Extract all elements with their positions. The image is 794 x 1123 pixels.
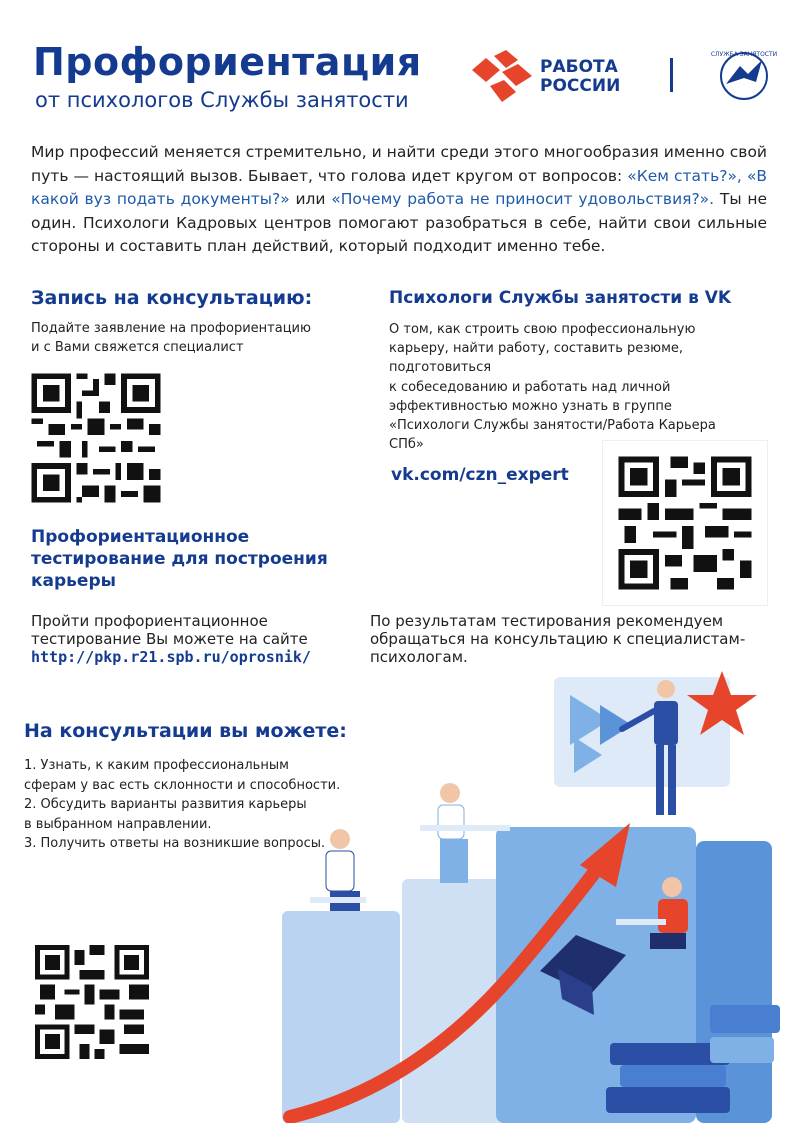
testing-right-text: По результатам тестирования рекомендуем обращаться на консультацию к специалистам- психологам.: [370, 612, 746, 666]
vk-text: О том, как строить свою профессиональную карьеру, найти работу, составить резюме, подготовиться к собеседованию и работать над личной эффективностью можно узнать в группе «Психологи Службы занятости/Работа Карьера СПб»: [389, 322, 716, 453]
rabota-rossii-logo-icon: [472, 50, 534, 106]
testing-url-link[interactable]: http://pkp.r21.spb.ru/oprosnik/: [31, 648, 311, 666]
list-item: 3. Получить ответы на возникшие вопросы.: [24, 836, 326, 851]
consult-heading: Запись на консультацию:: [31, 287, 313, 309]
bottom-qr-code[interactable]: [30, 940, 154, 1064]
page-subtitle: от психологов Службы занятости: [35, 88, 409, 112]
consult-qr-code[interactable]: [26, 368, 166, 508]
list-item: 1. Узнать, к каким профессиональным: [24, 758, 289, 773]
testing-left-text: Пройти профориентационное тестирование Вы можете на сайте http://pkp.r21.spb.ru/oprosnik/: [31, 612, 311, 666]
consult-text: Подайте заявление на профориентацию и с Вами свяжется специалист: [31, 321, 311, 355]
testing-heading: Профориентационное тестирование для построения карьеры: [31, 527, 328, 591]
page-title: Профориентация: [33, 40, 422, 84]
career-illustration: [270, 665, 794, 1123]
brand-name: РАБОТА РОССИИ: [540, 57, 621, 96]
list-item: сферам у вас есть склонности и способности.: [24, 777, 341, 793]
vk-heading: Психологи Службы занятости в VK: [389, 288, 732, 308]
svg-text:СЛУЖБА ЗАНЯТОСТИ: СЛУЖБА ЗАНЯТОСТИ: [710, 51, 778, 58]
brand-divider: [670, 58, 673, 92]
intro-paragraph: Мир профессий меняется стремительно, и найти среди этого многообразия именно свой путь — настоящий вызов. Бывает, что голова идет кругом от вопросов: «Кем стать?», «В какой вуз подать документы?» или «Почему работа не приносит удовольствия?». Ты не один. Психологи Кадровых центров помогают разобраться в себе, найти свои сильные стороны и составить план действий, который подходит именно тебе.: [31, 143, 768, 256]
list-item: в выбранном направлении.: [24, 816, 212, 832]
vk-link[interactable]: vk.com/czn_expert: [391, 465, 569, 485]
cando-heading: На консультации вы можете:: [24, 720, 347, 742]
list-item: 2. Обсудить варианты развития карьеры: [24, 797, 307, 812]
vk-qr-code[interactable]: [602, 440, 768, 606]
person-middle-icon: [438, 783, 468, 883]
employment-service-emblem-icon: [710, 48, 778, 102]
